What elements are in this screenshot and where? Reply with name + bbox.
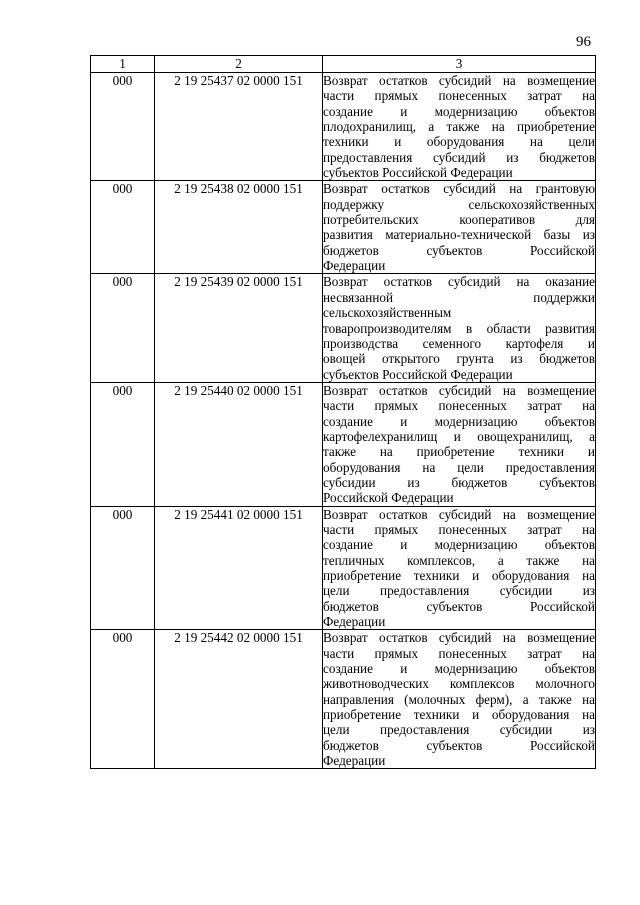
description-line: Возврат остатков субсидий на возмещение [323,506,595,522]
description-line: Возврат остатков субсидий на возмещение [323,73,595,88]
admin-code-cell: 000 [91,506,155,630]
description-line: сельскохозяйственным [323,305,452,321]
description-cell [323,506,596,630]
description-line: субсидии из бюджетов субъектов [323,474,595,490]
description-line: несвязанной поддержки [323,289,595,305]
description-line: создание и модернизацию объектов [323,103,595,119]
description-line: оборудования на цели предоставления [323,459,595,475]
admin-code-cell: 000 [91,73,155,181]
admin-code-cell: 000 [91,181,155,274]
description-line: субъектов Российской Федерации [323,366,513,382]
admin-code-cell: 000 [91,630,155,769]
description-line: плодохранилищ, а также на приобретение [323,119,595,135]
description-line: Российской Федерации [323,490,454,506]
table-row [91,73,596,181]
admin-code-cell: 000 [91,382,155,506]
description-line: части прямых понесенных затрат на [323,88,595,104]
description-line: поддержку сельскохозяйственных [323,196,595,212]
classification-code-cell: 2 19 25437 02 0000 151 [155,73,323,181]
description-line: создание и модернизацию объектов [323,537,595,553]
page-number: 96 [576,34,591,50]
description-line: Федерации [323,614,386,630]
classification-code-cell: 2 19 25440 02 0000 151 [155,382,323,506]
description-line: Федерации [323,258,386,274]
description-line: животноводческих комплексов молочного [323,676,595,692]
description-cell [323,630,596,769]
description-cell [323,274,596,382]
column-header-2: 2 [155,56,323,73]
description-line: направления (молочных ферм), а также на [323,691,595,707]
table-header-row [91,56,596,73]
column-header-3: 3 [323,56,596,73]
description-line: приобретение техники и оборудования на [323,707,595,723]
description-line: предоставления субсидий из бюджетов [323,149,595,165]
description-line: картофелехранилищ и овощехранилищ, а [323,428,595,444]
description-line: также на приобретение техники и [323,444,595,460]
description-line: части прямых понесенных затрат на [323,521,595,537]
description-line: Федерации [323,753,386,769]
description-line: потребительских кооперативов для [323,212,595,228]
column-header-1: 1 [91,56,155,73]
description-line: тепличных комплексов, а также на [323,552,595,568]
description-line: техники и оборудования на цели [323,134,595,150]
description-line: овощей открытого грунта из бюджетов [323,351,595,367]
budget-classification-table [90,55,596,769]
table-row [91,382,596,506]
classification-code-cell: 2 19 25441 02 0000 151 [155,506,323,630]
description-line: части прямых понесенных затрат на [323,398,595,414]
description-cell [323,73,596,181]
description-line: бюджетов субъектов Российской [323,242,595,258]
description-line: товаропроизводителям в области развития [323,320,595,336]
admin-code-cell: 000 [91,274,155,382]
description-line: субъектов Российской Федерации [323,165,513,181]
classification-code-cell: 2 19 25438 02 0000 151 [155,181,323,274]
description-line: Возврат остатков субсидий на возмещение [323,382,595,398]
table-row [91,506,596,630]
table-row [91,181,596,274]
description-line: создание и модернизацию объектов [323,413,595,429]
classification-code-cell: 2 19 25439 02 0000 151 [155,274,323,382]
description-line: бюджетов субъектов Российской [323,737,595,753]
description-line: Возврат остатков субсидий на возмещение [323,630,595,646]
table-row [91,274,596,382]
description-line: развития материально-технической базы из [323,227,595,243]
table-row [91,630,596,769]
description-line: цели предоставления субсидии из [323,583,595,599]
classification-code-cell: 2 19 25442 02 0000 151 [155,630,323,769]
description-line: бюджетов субъектов Российской [323,598,595,614]
description-line: Возврат остатков субсидий на грантовую [323,181,595,197]
description-line: части прямых понесенных затрат на [323,645,595,661]
description-cell [323,181,596,274]
description-line: цели предоставления субсидии из [323,722,595,738]
description-line: производства семенного картофеля и [323,335,595,351]
description-line: Возврат остатков субсидий на оказание [323,274,595,290]
description-cell [323,382,596,506]
description-line: приобретение техники и оборудования на [323,568,595,583]
description-line: создание и модернизацию объектов [323,661,595,677]
